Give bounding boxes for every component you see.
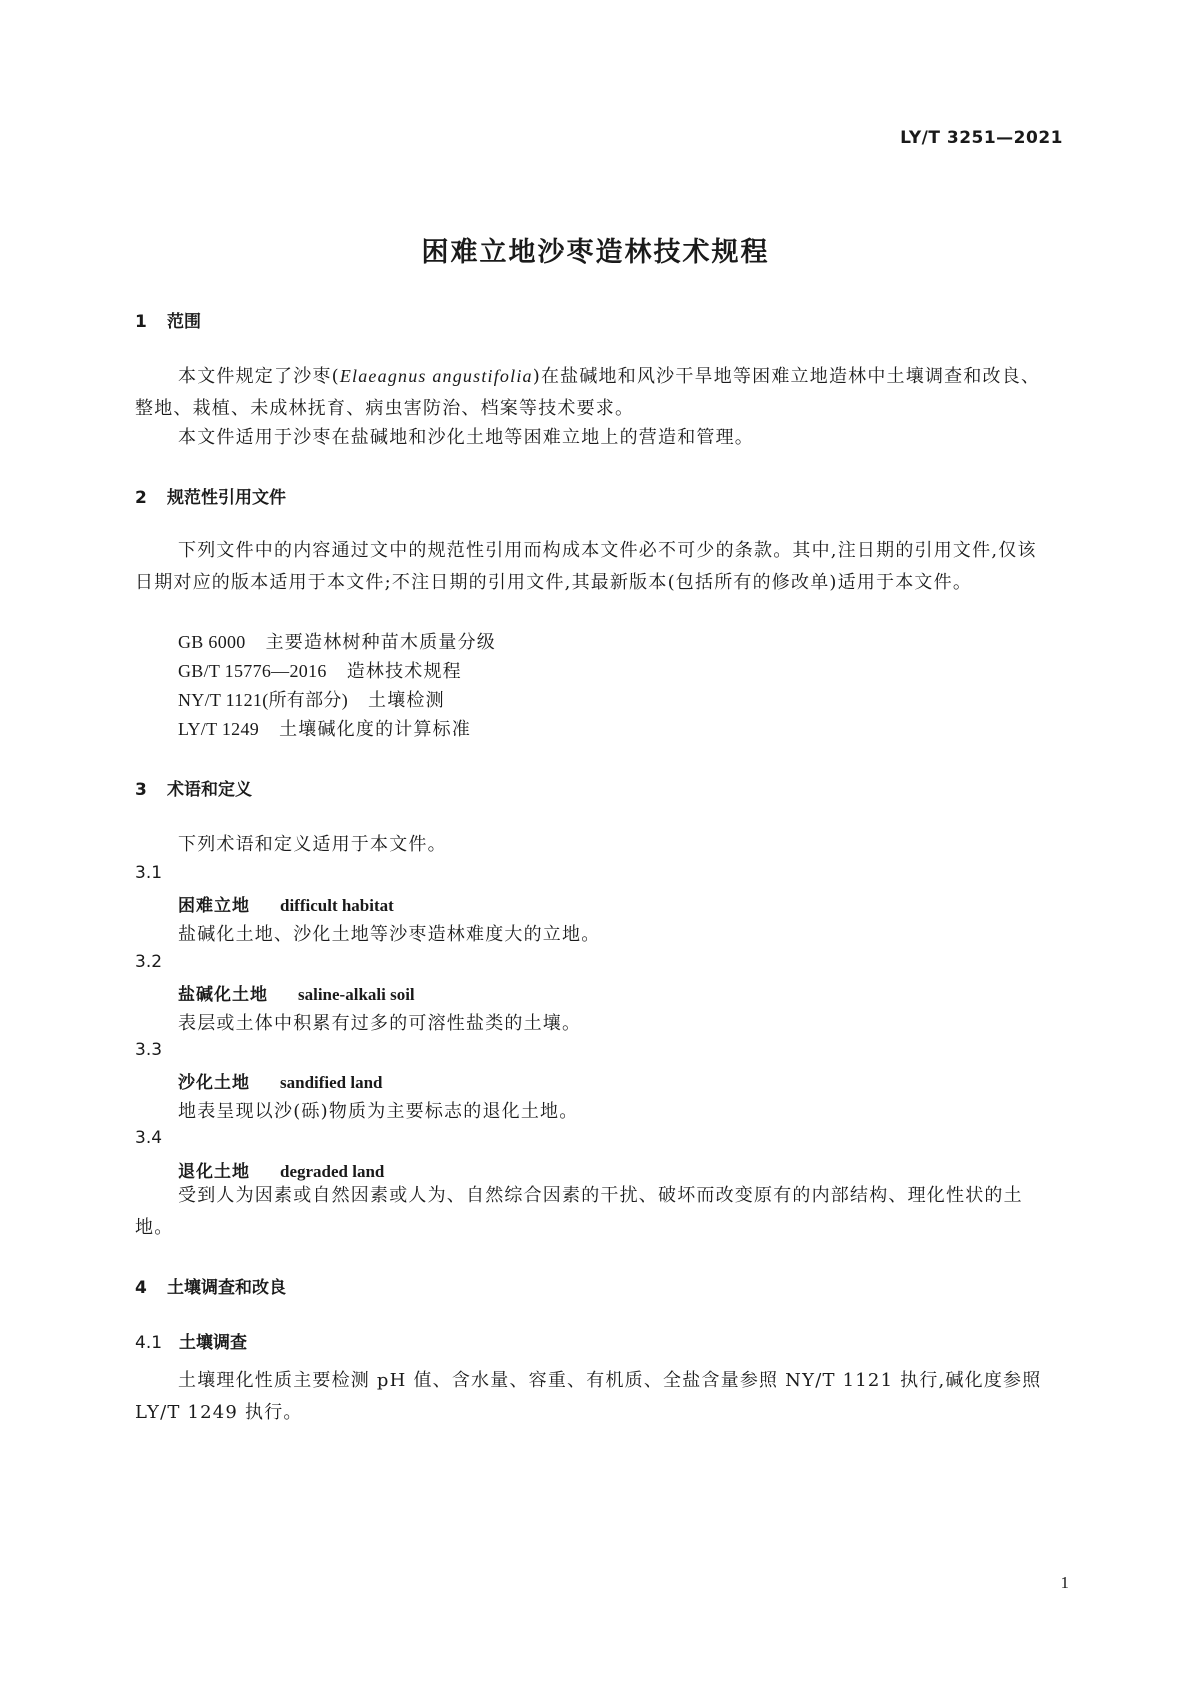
section-1-heading (135, 307, 201, 332)
term-zh: 退化土地 (178, 1162, 250, 1182)
subsection-number: 4.1 (135, 1333, 163, 1353)
section-number: 3 (135, 780, 147, 800)
subsection-4-1-heading (135, 1328, 247, 1353)
term-heading (178, 980, 415, 1005)
reference-title: 造林技术规程 (346, 661, 462, 682)
reference-code: NY/T 1121(所有部分) (178, 690, 348, 710)
section-4-heading (135, 1273, 286, 1298)
term-definition: 盐碱化土地、沙化土地等沙枣造林难度大的立地。 (178, 924, 601, 945)
reference-code: LY/T 1249 (178, 719, 260, 739)
term-zh: 困难立地 (178, 896, 250, 916)
paragraph-text: 受到人为因素或自然因素或人为、自然综合因素的干扰、破坏而改变原有的内部结构、理化性状的土地。 (135, 1185, 1023, 1238)
reference-code: GB 6000 (178, 632, 246, 652)
term-number: 3.2 (135, 952, 163, 972)
term-zh: 沙化土地 (178, 1073, 250, 1093)
term-en: saline-alkali soil (298, 985, 415, 1004)
reference-title: 土壤检测 (368, 690, 445, 711)
term-definition (135, 1180, 1055, 1244)
reference-code: GB/T 15776—2016 (178, 661, 327, 681)
normative-reference (178, 628, 496, 654)
reference-title: 土壤碱化度的计算标准 (279, 719, 472, 740)
paragraph-text: 下列文件中的内容通过文中的规范性引用而构成本文件必不可少的条款。其中,注日期的引用文件,仅该日期对应的版本适用于本文件;不注日期的引用文件,其最新版本(包括所有的修改单)适用于本文件。 (135, 540, 1037, 593)
section-title: 范围 (167, 312, 201, 332)
section-title: 规范性引用文件 (167, 488, 286, 508)
normative-reference (178, 657, 462, 683)
paragraph-text: )在盐碱地和风沙干旱地等困难立地造林中土壤调查和改良、整地、栽植、未成林抚育、病虫害防治、档案等技术要求。 (135, 366, 1041, 419)
section-title: 术语和定义 (167, 780, 252, 800)
normative-reference (178, 715, 471, 741)
term-number: 3.1 (135, 863, 163, 883)
normative-reference (178, 686, 445, 712)
paragraph-text: 本文件规定了沙枣( (178, 366, 340, 387)
term-heading (178, 891, 394, 916)
term-zh: 盐碱化土地 (178, 985, 268, 1005)
section-1-paragraph-1 (135, 360, 1055, 425)
subsection-title: 土壤调查 (179, 1333, 247, 1353)
reference-title: 主要造林树种苗木质量分级 (265, 632, 497, 653)
section-3-intro: 下列术语和定义适用于本文件。 (178, 834, 447, 855)
subsection-4-1-paragraph (135, 1365, 1055, 1429)
paragraph-text: 本文件适用于沙枣在盐碱地和沙化土地等困难立地上的营造和管理。 (178, 427, 754, 448)
latin-name: Elaeagnus angustifolia (339, 366, 533, 386)
document-title: 困难立地沙枣造林技术规程 (421, 237, 770, 268)
section-number: 4 (135, 1278, 147, 1298)
term-number: 3.3 (135, 1040, 163, 1060)
term-heading (178, 1068, 383, 1093)
term-heading (178, 1157, 384, 1182)
section-number: 2 (135, 488, 147, 508)
paragraph-text: 土壤理化性质主要检测 pH 值、含水量、容重、有机质、全盐含量参照 NY/T 1121 执行,碱化度参照 LY/T 1249 执行。 (135, 1370, 1042, 1423)
term-definition: 地表呈现以沙(砾)物质为主要标志的退化土地。 (178, 1101, 579, 1122)
section-2-heading (135, 483, 286, 508)
term-en: sandified land (280, 1073, 383, 1092)
section-number: 1 (135, 312, 147, 332)
section-3-heading (135, 775, 252, 800)
section-title: 土壤调查和改良 (167, 1278, 286, 1298)
term-number: 3.4 (135, 1128, 163, 1148)
term-en: degraded land (280, 1162, 385, 1181)
term-en: difficult habitat (280, 896, 394, 915)
term-definition: 表层或土体中积累有过多的可溶性盐类的土壤。 (178, 1013, 582, 1034)
standard-code: LY/T 3251—2021 (900, 128, 1063, 148)
page-number: 1 (1060, 1573, 1069, 1592)
section-1-paragraph-2 (135, 422, 1055, 454)
section-2-paragraph-1 (135, 535, 1055, 599)
